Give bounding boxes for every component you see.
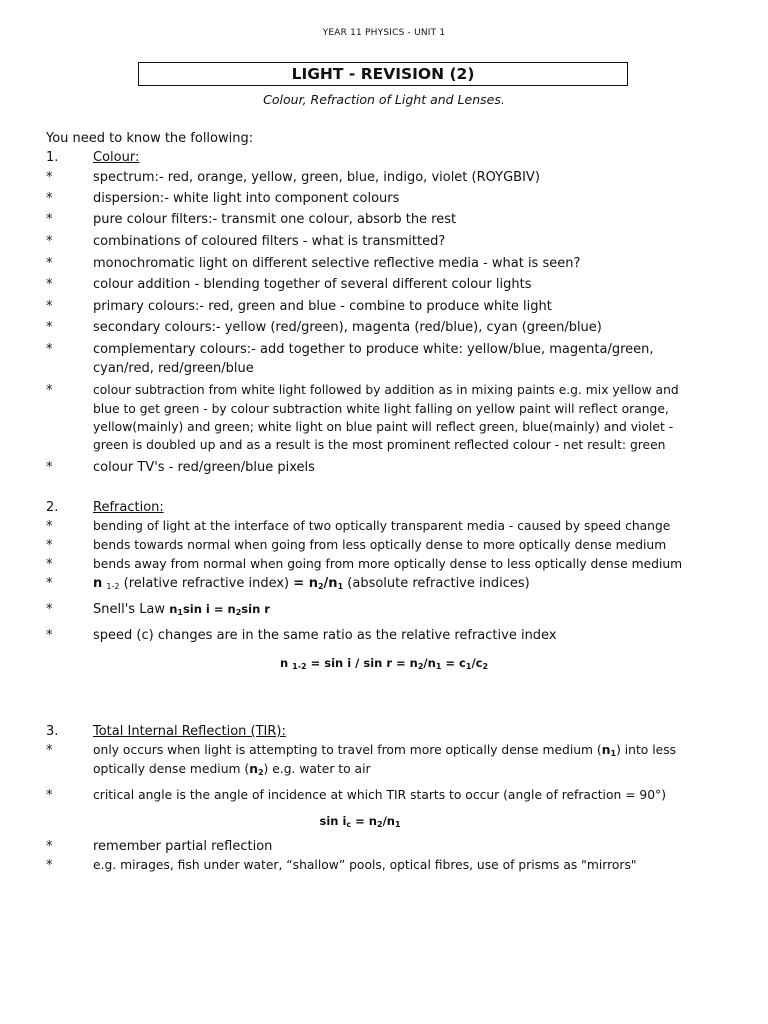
bullet: *	[46, 602, 53, 617]
list-item-part: ) e.g. water to air	[263, 762, 371, 776]
bullet: *	[46, 212, 53, 227]
page-title: LIGHT - REVISION (2)	[138, 62, 628, 86]
bullet: *	[46, 256, 53, 271]
bullet: *	[46, 460, 53, 475]
list-item: spectrum:- red, orange, yellow, green, blue, indigo, violet (ROYGBIV)	[93, 170, 540, 185]
list-item: only occurs when light is attempting to travel from more optically dense medium $(n_1)$ into less	[93, 743, 677, 758]
list-item-continued: green is doubled up and as a result is the most prominent reflected colour - net result: green	[93, 438, 666, 452]
list-item: monochromatic light on different selective reflective media - what is seen?	[93, 256, 581, 271]
section-number-refraction: 2.	[46, 500, 59, 515]
bullet: *	[46, 342, 53, 357]
list-item: (relative refractive index)	[123, 576, 290, 591]
tir-heading-text: Total Internal Reflection (TIR):	[93, 724, 286, 739]
bullet: *	[46, 299, 53, 314]
bullet: *	[46, 557, 53, 572]
list-item: pure colour filters:- transmit one colour, absorb the rest	[93, 212, 457, 227]
list-item: critical angle is the angle of incidence at which TIR starts to occur (angle of refraction = 90°)	[93, 788, 666, 802]
bullet: *	[46, 170, 53, 185]
bullet: *	[46, 839, 53, 854]
list-item: colour TV's - red/green/blue pixels	[93, 460, 315, 475]
list-item: colour subtraction from white light followed by addition as in mixing paints e.g. mix yellow and	[93, 383, 679, 397]
section-heading-tir	[93, 722, 286, 741]
list-item: e.g. mirages, fish under water, “shallow” pools, optical fibres, use of prisms as "mirrors"	[93, 858, 637, 872]
list-item: bending of light at the interface of two optically transparent media - caused by speed change	[93, 519, 671, 533]
bullet: *	[46, 576, 53, 591]
section-number-colour: 1.	[46, 150, 59, 165]
section-heading-colour	[93, 148, 139, 167]
list-item: primary colours:- red, green and blue - combine to produce white light	[93, 299, 552, 314]
list-item-part: optically dense medium (	[93, 762, 250, 776]
list-item-continued: optically dense medium $(n_2)$ e.g. water to air	[93, 762, 371, 777]
critical-angle-equation: $\sin i_c = n_2/n_1$	[319, 814, 401, 829]
bullet: *	[46, 628, 53, 643]
bullet: *	[46, 858, 53, 873]
list-item: dispersion:- white light into component colours	[93, 191, 400, 206]
list-item: Snell's Law	[93, 602, 166, 617]
list-item-continued: cyan/red, red/green/blue	[93, 361, 254, 376]
relative-index-line: n $_{1-2}$ (relative refractive index) = $n_2/n_1$ (absolute refractive indices)	[93, 576, 530, 591]
list-item: colour addition - blending together of several different colour lights	[93, 277, 532, 292]
bullet: *	[46, 519, 53, 534]
list-item: speed (c) changes are in the same ratio as the relative refractive index	[93, 628, 557, 643]
page-subtitle: Colour, Refraction of Light and Lenses.	[263, 92, 505, 107]
colour-heading-text: Colour:	[93, 150, 140, 165]
bullet: *	[46, 191, 53, 206]
list-item-continued: blue to get green - by colour subtraction white light falling on yellow paint will reflect orange,	[93, 402, 669, 416]
list-item-part: ) into less	[616, 743, 677, 757]
list-item: secondary colours:- yellow (red/green), magenta (red/blue), cyan (green/blue)	[93, 320, 602, 335]
list-item: remember partial reflection	[93, 839, 273, 854]
list-item-continued: yellow(mainly) and green; white light on blue paint will reflect green, blue(mainly) and violet -	[93, 420, 674, 434]
bullet: *	[46, 234, 53, 249]
bullet: *	[46, 383, 53, 398]
section-number-tir: 3.	[46, 724, 59, 739]
bullet: *	[46, 320, 53, 335]
bullet: *	[46, 788, 53, 803]
bullet: *	[46, 538, 53, 553]
bullet: *	[46, 277, 53, 292]
list-item: bends towards normal when going from less optically dense to more optically dense medium	[93, 538, 667, 552]
bullet: *	[46, 743, 53, 758]
list-item: (absolute refractive indices)	[347, 576, 530, 591]
list-item: combinations of coloured filters - what is transmitted?	[93, 234, 446, 249]
list-item: complementary colours:- add together to produce white: yellow/blue, magenta/green,	[93, 342, 654, 357]
list-item-part: only occurs when light is attempting to travel from more optically dense medium (	[93, 743, 602, 757]
refraction-heading-text: Refraction:	[93, 500, 164, 515]
section-heading-refraction	[93, 498, 164, 517]
snells-law-line: Snell's Law $n_1\sin$ $i = n_2\sin$ r	[93, 602, 270, 617]
list-item: bends away from normal when going from more optically dense to less optically dense medium	[93, 557, 683, 571]
refraction-equation: n $_{1-2} = \sin i / \sin r = n_2/n_1 = c_1/c_2$	[279, 656, 489, 671]
page-header: YEAR 11 PHYSICS - UNIT 1	[322, 28, 446, 38]
intro-text: You need to know the following:	[46, 131, 254, 146]
